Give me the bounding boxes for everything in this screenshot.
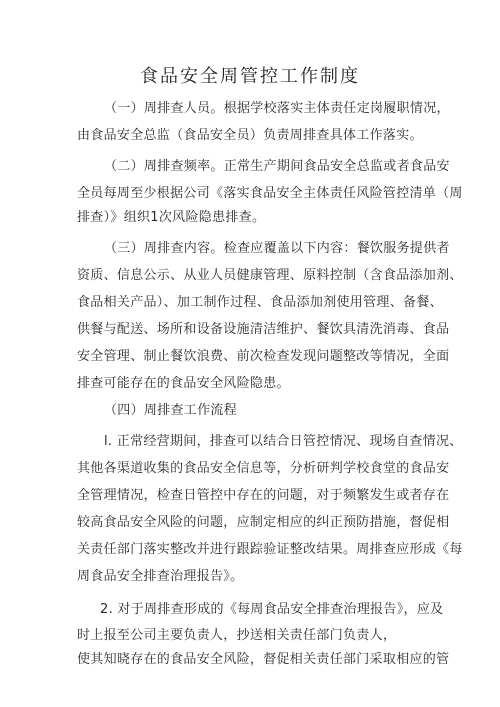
paragraph-line: 时上报至公司主要负责人，抄送相关责任部门负责人， — [77, 628, 397, 643]
paragraph-line: 食品相关产品）、加工制作过程、食品添加剂使用管理、备餐、 — [77, 295, 443, 310]
paragraph-line: 供餐与配送、场所和设备设施清洁维护、餐饮具清洗消毒、食品 — [77, 322, 450, 337]
paragraph-line: 由食品安全总监（食品安全员）负责周排查具体工作落实。 — [77, 128, 423, 143]
paragraph-line: 使其知晓存在的食品安全风险，督促相关责任部门采取相应的管 — [77, 652, 450, 667]
paragraph-line: 排查可能存在的食品安全风险隐患。 — [77, 376, 290, 391]
paragraph-line: 全员每周至少根据公司《落实食品安全主体责任风险管控清单（周 — [77, 186, 463, 201]
paragraph-line: 其他各渠道收集的食品安全信息等，分析研判学校食堂的食品安 — [77, 461, 450, 476]
paragraph-line: （一）周排查人员。根据学校落实主体责任定岗履职情况， — [104, 101, 450, 116]
paragraph-line: 较高食品安全风险的问题，应制定相应的纠正预防措施，督促相 — [77, 515, 450, 530]
paragraph-line: 2. 对于周排查形成的《每周食品安全排查治理报告》，应及 — [100, 602, 444, 617]
paragraph-line: 全管理情况，检查日管控中存在的问题，对于频繁发生或者存在 — [77, 488, 450, 503]
paragraph-line: 周食品安全排查治理报告》。 — [77, 569, 244, 584]
document-title: 食品安全周管控工作制度 — [140, 66, 360, 87]
paragraph-line: 资质、信息公示、从业人员健康管理、原料控制（含食品添加剂、 — [77, 268, 463, 283]
section-heading: （四）周排查工作流程 — [104, 403, 238, 418]
paragraph-line: 排查）》组织1次风险隐患排查。 — [77, 210, 266, 225]
paragraph-line: l. 正常经营期间，排查可以结合日管控情况、现场自查情况、 — [104, 434, 463, 449]
paragraph-line: （三）周排查内容。检查应覆盖以下内容：餐饮服务提供者 — [104, 241, 450, 256]
paragraph-line: 关责任部门落实整改并进行跟踪验证整改结果。周排查应形成《每 — [77, 542, 463, 557]
paragraph-line: （二）周排查频率。正常生产期间食品安全总监或者食品安 — [104, 159, 450, 174]
paragraph-line: 安全管理、制止餐饮浪费、前次检查发现问题整改等情况，全面 — [77, 349, 450, 364]
